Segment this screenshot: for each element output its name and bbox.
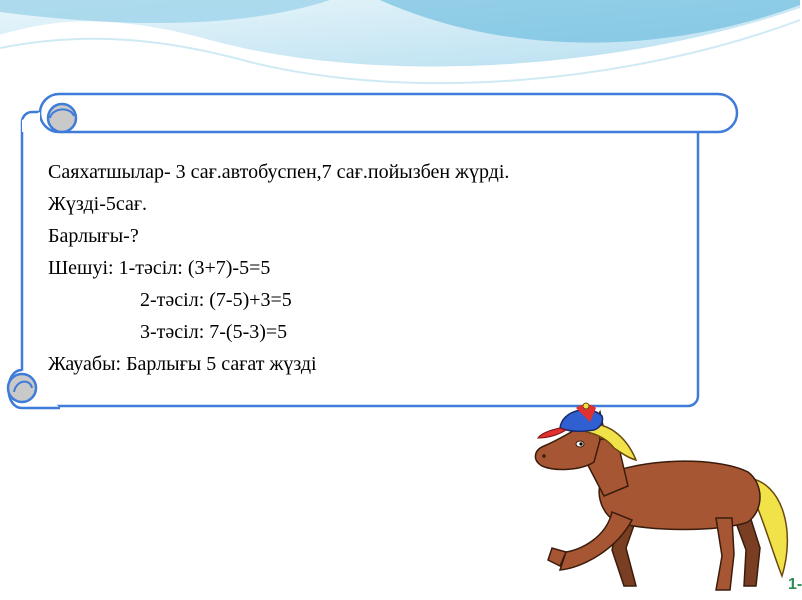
solution-method-1: Шешуі: 1-тәсіл: (3+7)-5=5 [48, 257, 271, 279]
answer-line: Жауабы: Барлығы 5 сағат жүзді [48, 353, 317, 375]
question-line: Барлығы-? [48, 225, 139, 247]
problem-statement: Саяхатшылар- 3 сағ.автобуспен,7 сағ.пойызбен жүрді. [48, 161, 510, 183]
horse-with-cap-icon [520, 400, 800, 600]
solution-method-3: 3-тәсіл: 7-(5-3)=5 [140, 321, 288, 343]
solution-method-2: 2-тәсіл: (7-5)+3=5 [140, 289, 292, 311]
corner-page-mark: 1- [788, 576, 802, 593]
given-line: Жүзді-5сағ. [48, 193, 148, 215]
problem-text [48, 156, 688, 380]
